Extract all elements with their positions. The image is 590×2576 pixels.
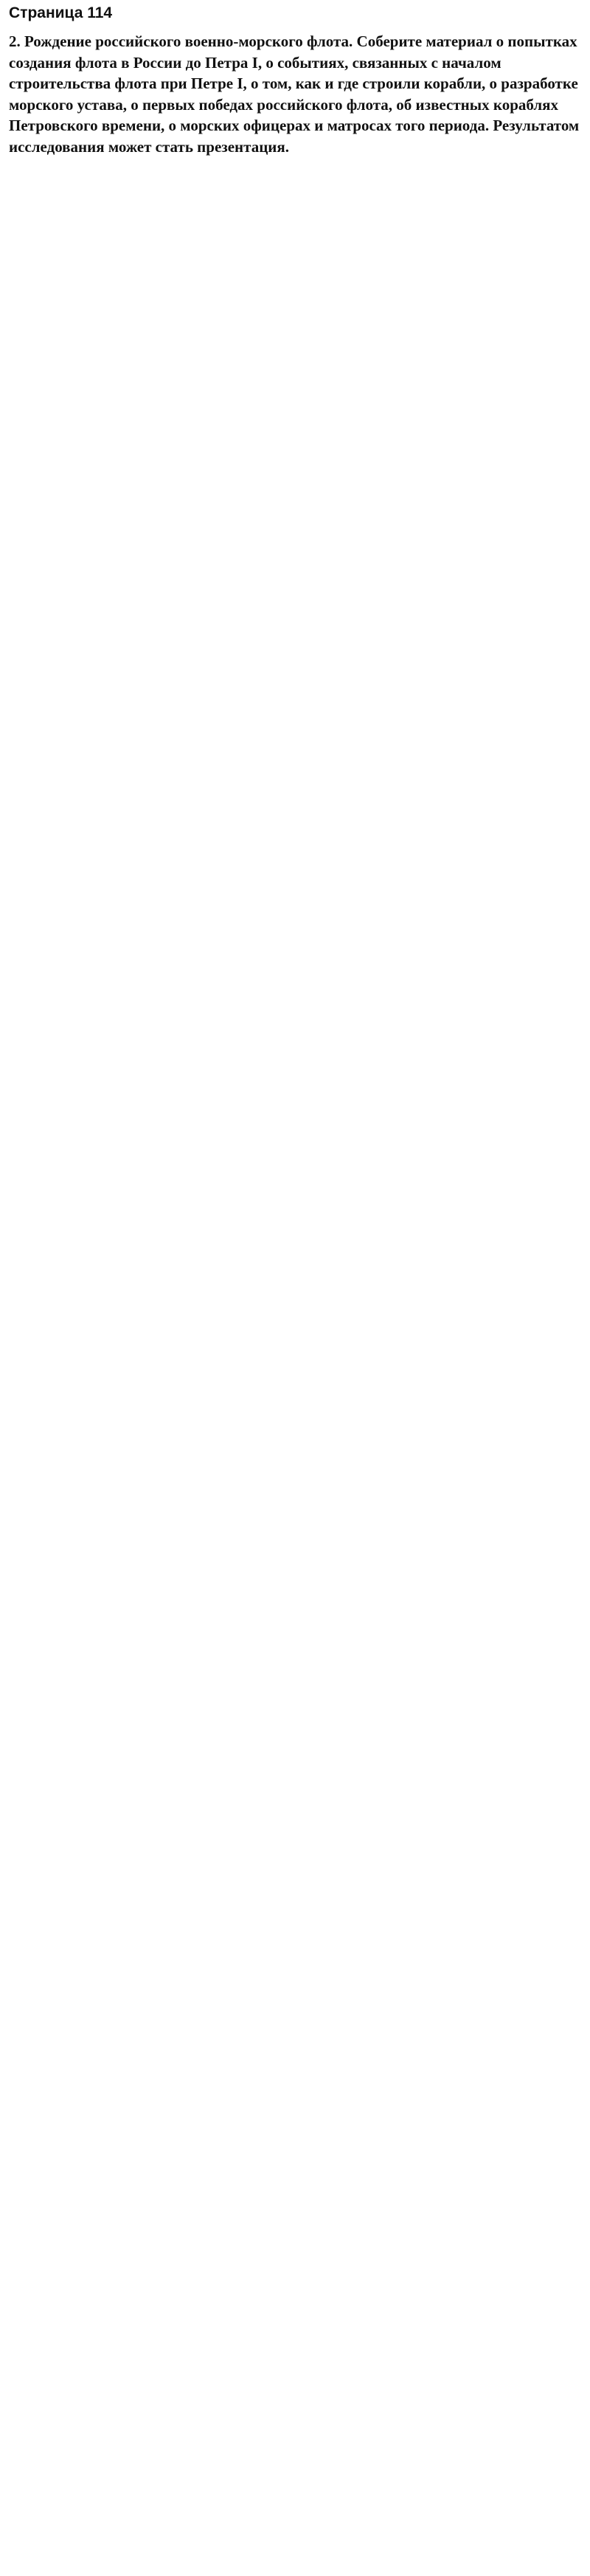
document-page <box>0 0 590 157</box>
task-2-text: 2. Рождение российского военно-морского флота. Соберите материал о попытках создания флота в России до Петра I, о событиях, связанных с началом строительства флота при Петре I, о том, как и где строили корабли, о разработке морского устава, о первых победах российского флота, об известных кораблях Петровского времени, о морских офицерах и матросах того периода. Результатом исследования может стать презентация. <box>9 32 580 156</box>
page-label: Страница 114 <box>9 4 113 21</box>
